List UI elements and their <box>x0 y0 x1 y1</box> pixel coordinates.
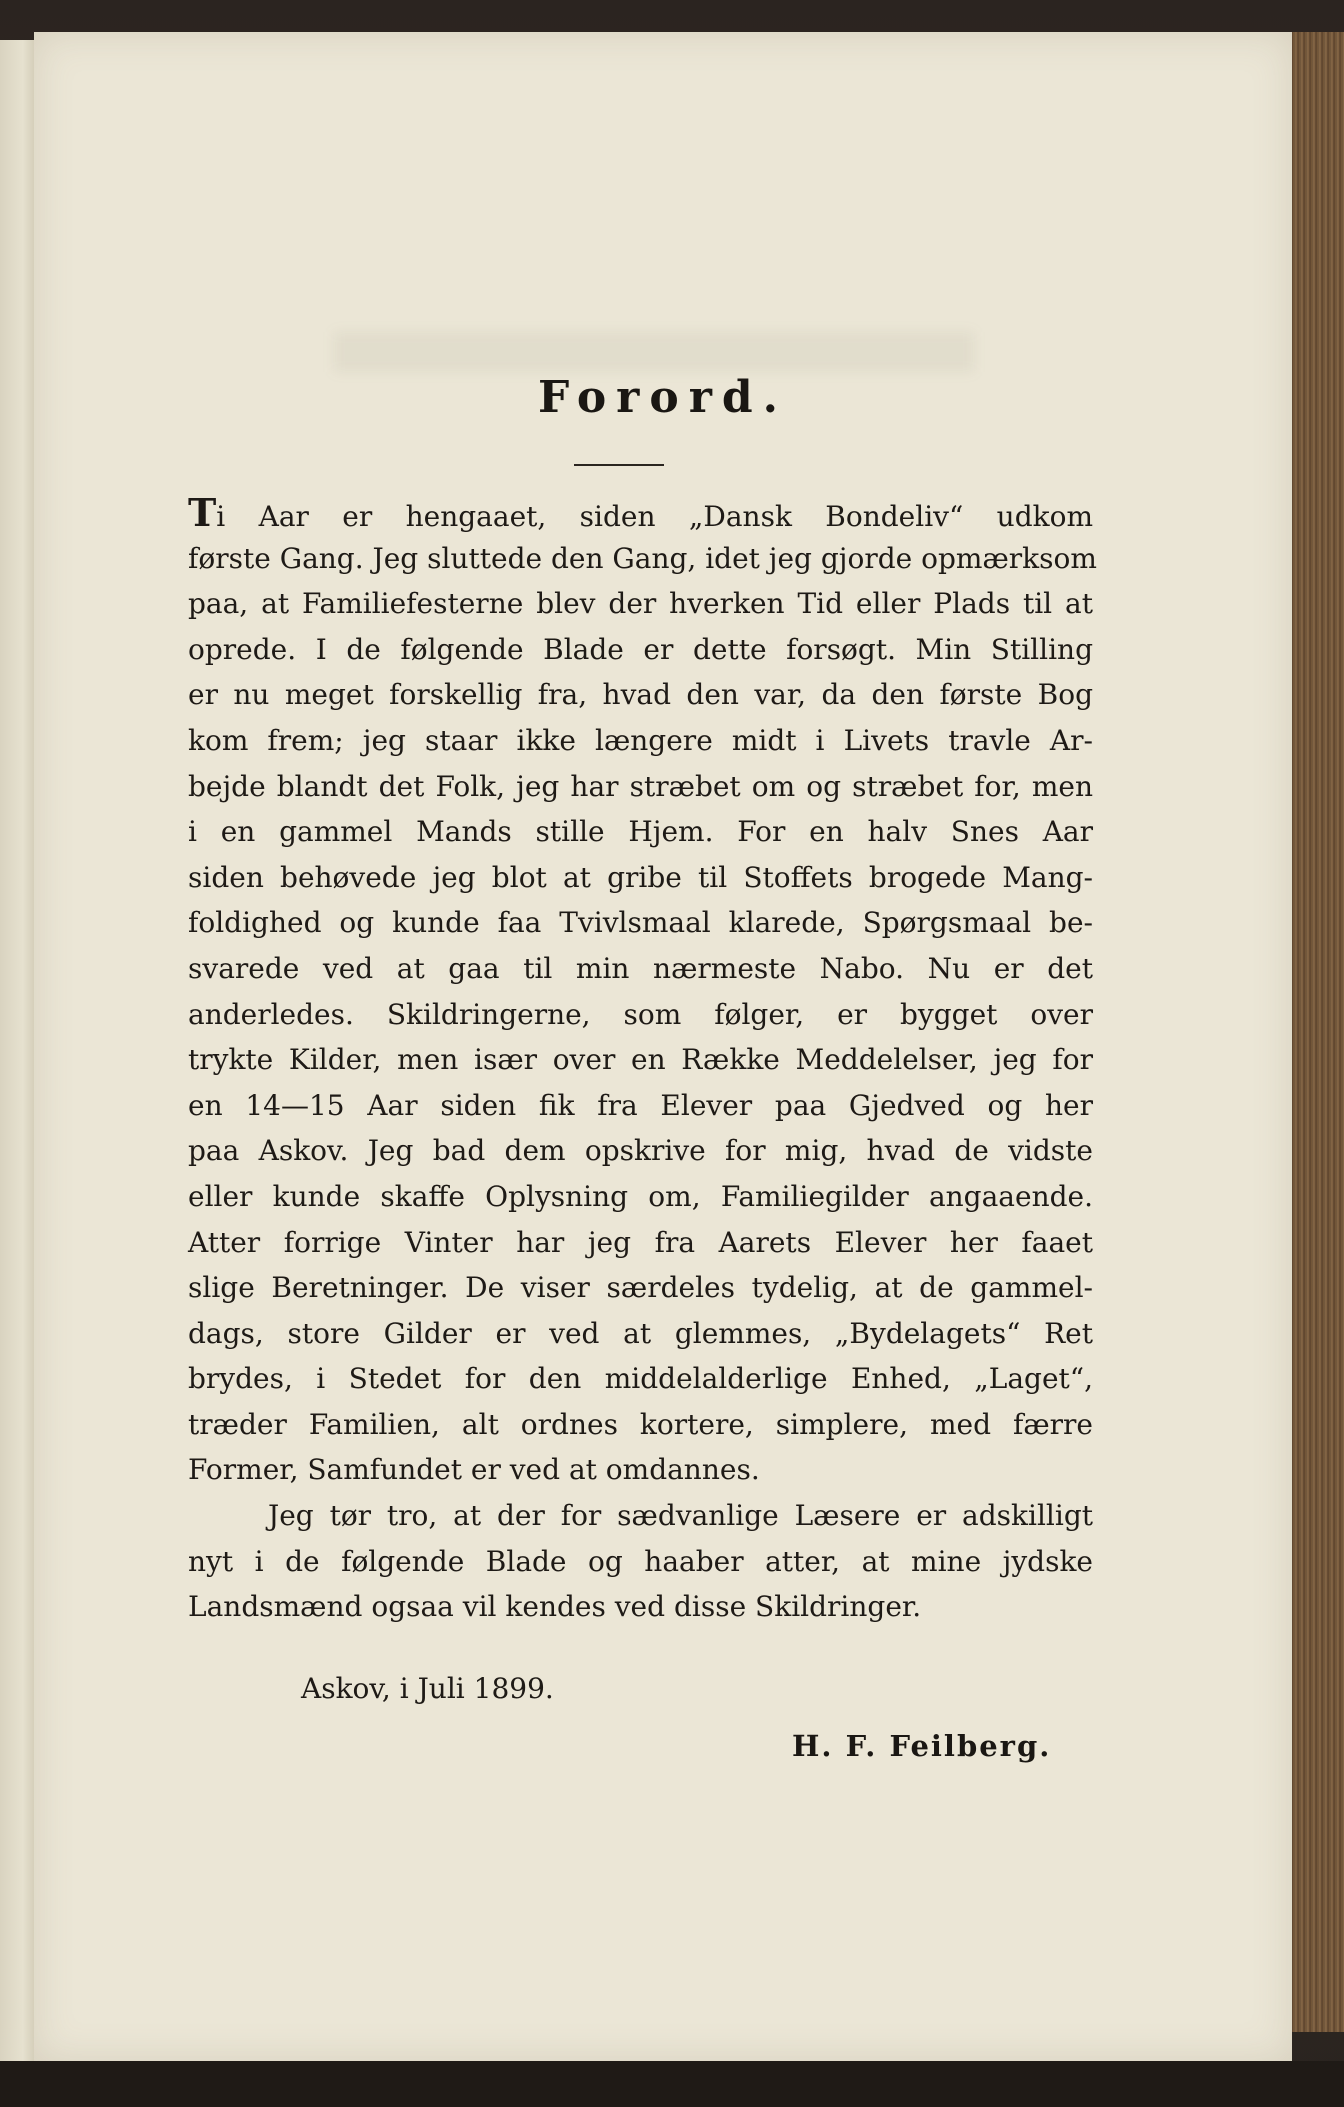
text-line: brydes, i Stedet for den middelalderlige Enhed, „Laget“, <box>188 1362 1093 1396</box>
text-line: foldighed og kunde faa Tvivlsmaal klarede, Spørgsmaal be- <box>188 906 1093 940</box>
drop-cap: T <box>188 490 217 535</box>
text-line: en 14—15 Aar siden fik fra Elever paa Gjedved og her <box>188 1088 1093 1122</box>
text-line: eller kunde skaffe Oplysning om, Familiegilder angaaende. <box>188 1179 1093 1213</box>
text-line: dags, store Gilder er ved at glemmes, „Bydelagets“ Ret <box>188 1316 1093 1350</box>
title-rule <box>574 464 664 466</box>
scan-bottom-border <box>0 2061 1344 2107</box>
text-line-rest: i Aar er hengaaet, siden „Dansk Bondeliv“ udkom <box>216 500 1093 533</box>
text-line: Landsmænd ogsaa vil kendes ved disse Skildringer. <box>188 1590 922 1624</box>
text-line: bejde blandt det Folk, jeg har stræbet om og stræbet for, men <box>188 769 1093 803</box>
text-line: træder Familien, alt ordnes kortere, simplere, med færre <box>188 1407 1093 1441</box>
text-line: oprede. I de følgende Blade er dette forsøgt. Min Stilling <box>188 632 1093 666</box>
text-line: Atter forrige Vinter har jeg fra Aarets Elever her faaet <box>188 1225 1093 1259</box>
dateline: Askov, i Juli 1899. <box>301 1672 554 1705</box>
text-line: svarede ved at gaa til min nærmeste Nabo. Nu er det <box>188 951 1093 985</box>
page-title: Forord. <box>538 372 788 423</box>
text-line: er nu meget forskellig fra, hvad den var, da den første Bog <box>188 678 1093 712</box>
facing-page-edge <box>0 40 38 2070</box>
author-signature: H. F. Feilberg. <box>792 1729 1052 1763</box>
page <box>34 32 1292 2062</box>
text-line: slige Beretninger. De viser særdeles tydelig, at de gammel- <box>188 1271 1093 1305</box>
text-line: nyt i de følgende Blade og haaber atter, at mine jydske <box>188 1544 1093 1578</box>
text-line: første Gang. Jeg sluttede den Gang, idet jeg gjorde opmærksom <box>188 541 1097 575</box>
text-line <box>188 490 1093 536</box>
text-line: Former, Samfundet er ved at omdannes. <box>188 1453 760 1487</box>
preface-body <box>188 490 1097 1630</box>
text-line: trykte Kilder, men især over en Række Meddelelser, jeg for <box>188 1043 1093 1077</box>
text-line: Jeg tør tro, at der for sædvanlige Læsere er adskilligt <box>268 1499 1093 1533</box>
text-line: anderledes. Skildringerne, som følger, er bygget over <box>188 997 1093 1031</box>
text-line: i en gammel Mands stille Hjem. For en halv Snes Aar <box>188 815 1093 849</box>
text-line: paa, at Familiefesterne blev der hverken Tid eller Plads til at <box>188 587 1093 621</box>
show-through-ink <box>334 332 974 372</box>
text-line: paa Askov. Jeg bad dem opskrive for mig, hvad de vidste <box>188 1134 1093 1168</box>
text-line: kom frem; jeg staar ikke længere midt i Livets travle Ar- <box>188 723 1093 757</box>
text-line: siden behøvede jeg blot at gribe til Stoffets brogede Mang- <box>188 860 1093 894</box>
